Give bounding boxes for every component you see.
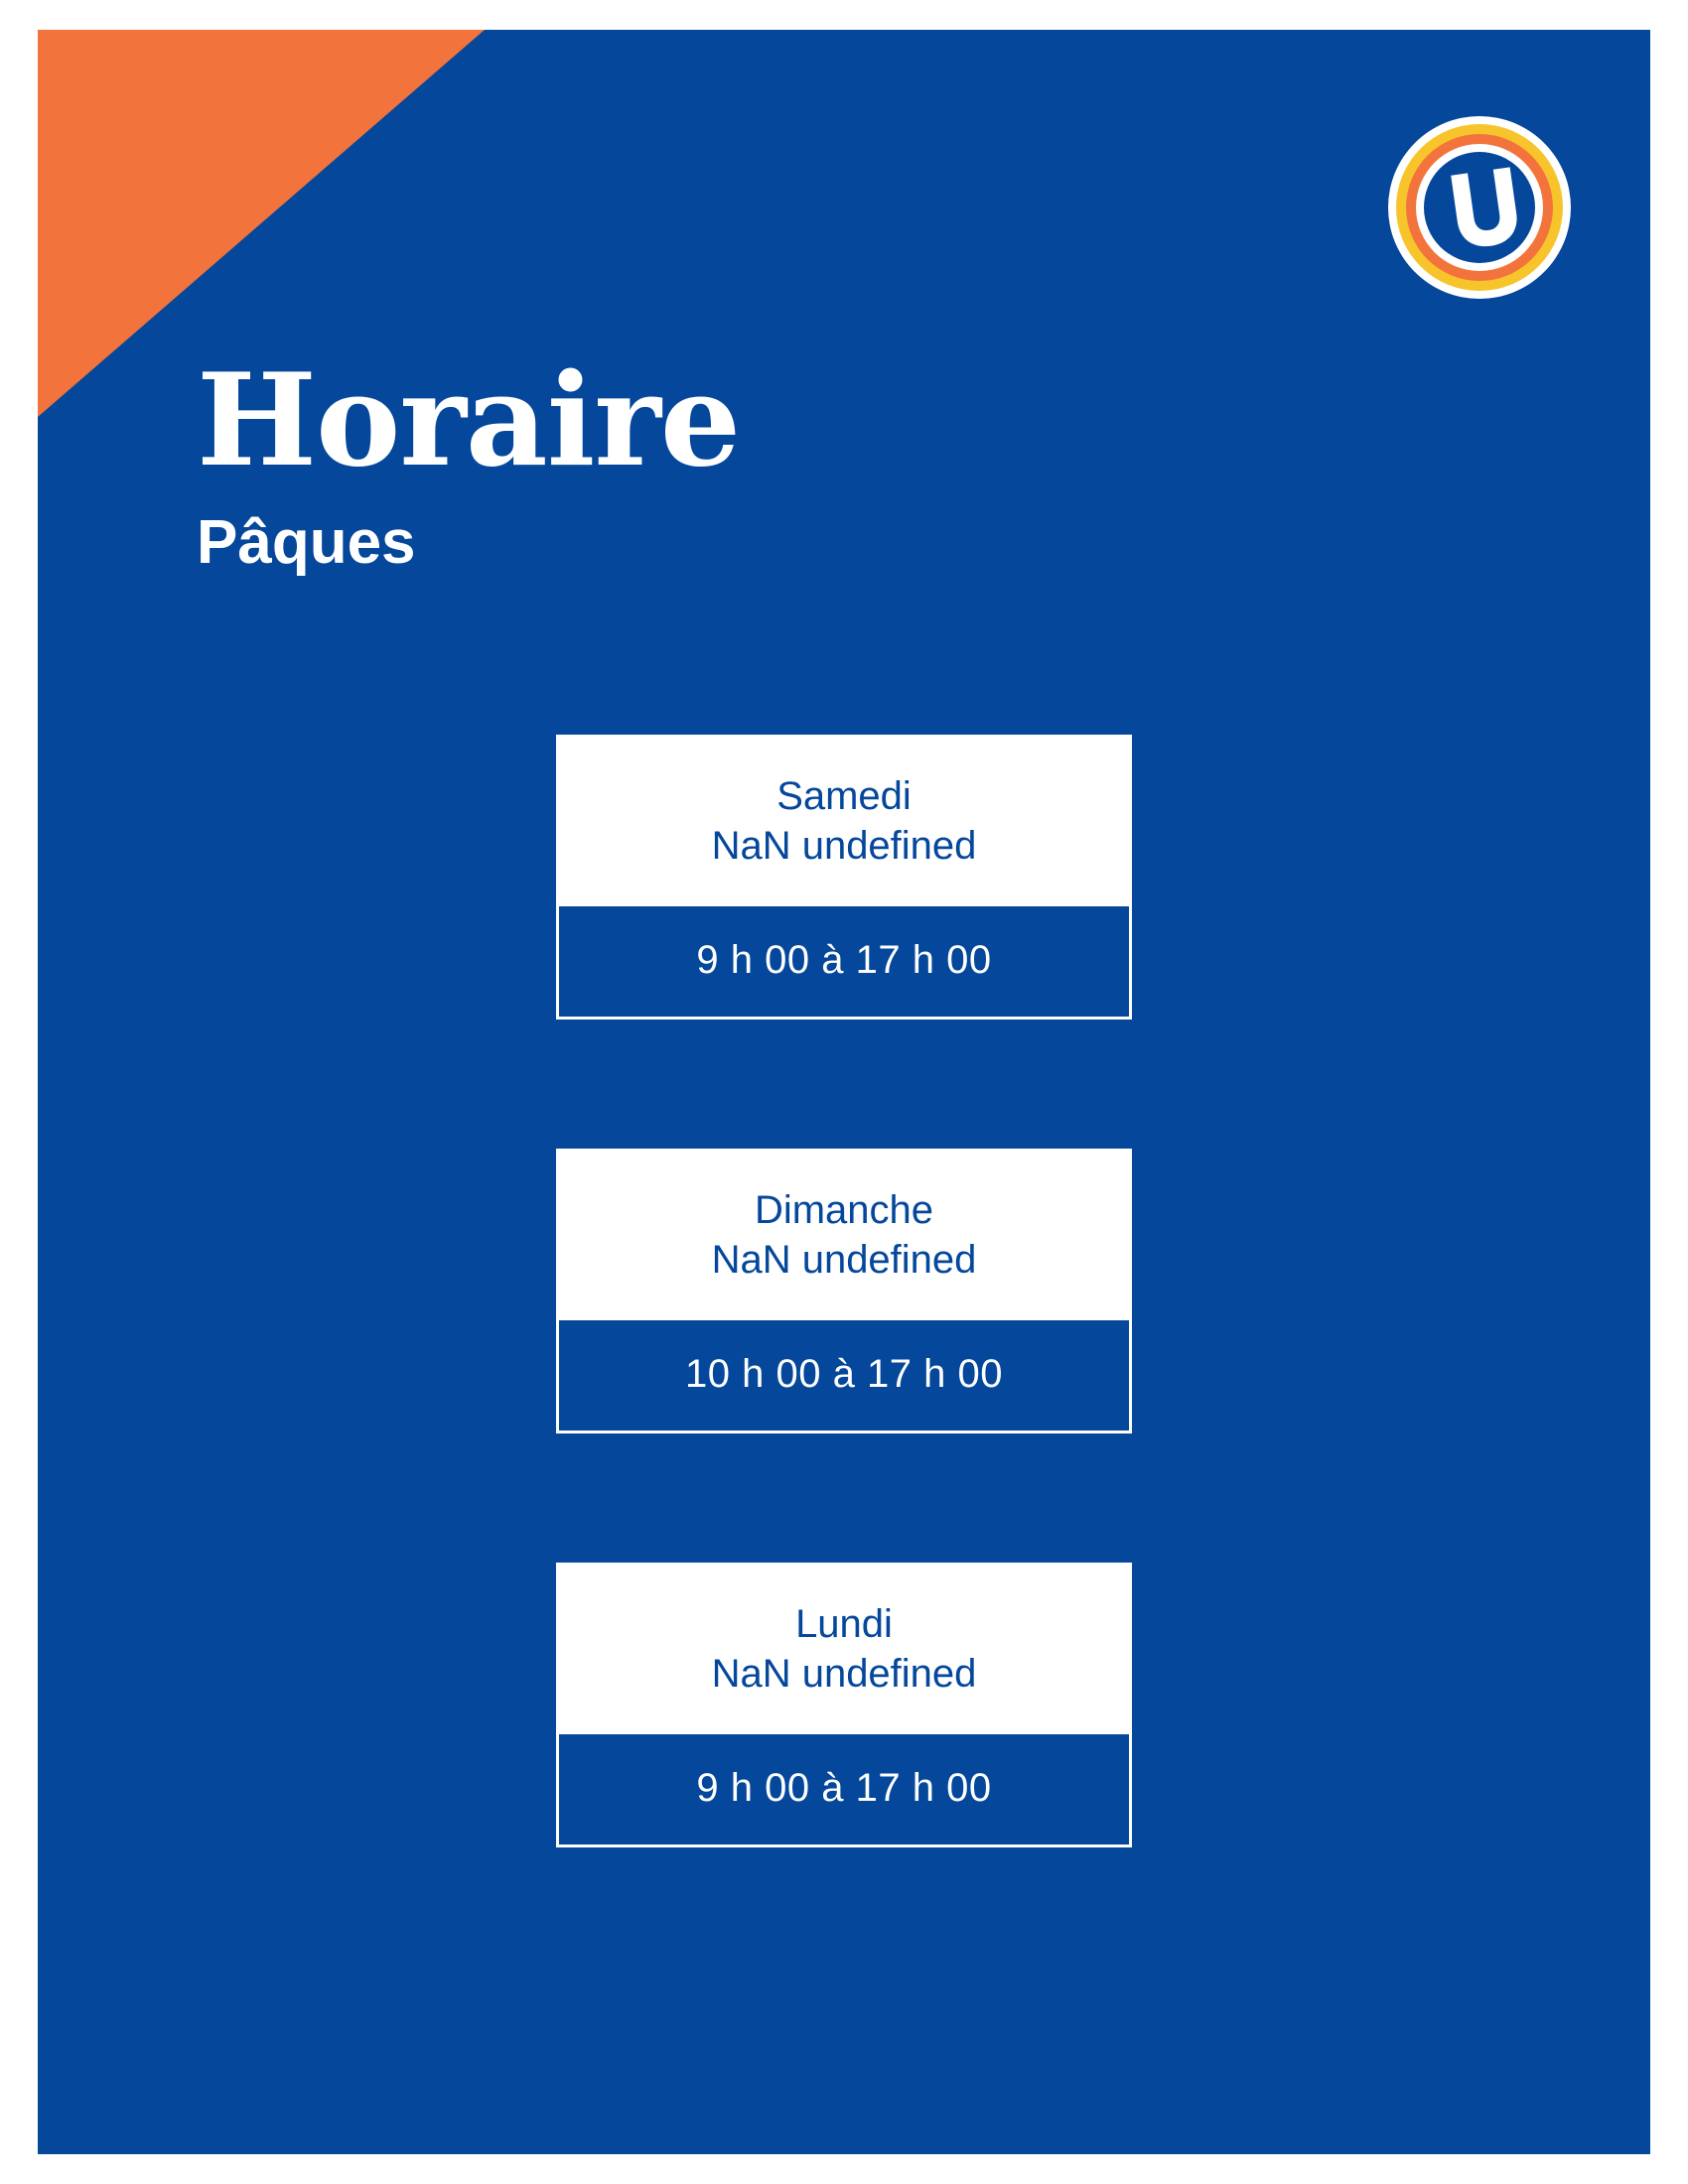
schedule-card-header [559,1566,1129,1734]
title-block [197,346,741,577]
schedule-hours-label: 9 h 00 à 17 h 00 [559,906,1129,1017]
schedule-card [556,1149,1132,1433]
schedule-date-label: NaN undefined [711,824,977,868]
poster [38,30,1650,2154]
schedule-date-label: NaN undefined [711,1238,977,1282]
schedule-day-label: Lundi [795,1602,893,1646]
schedule-card-header [559,738,1129,906]
schedule-day-label: Samedi [776,774,912,818]
schedule-card [556,1563,1132,1847]
schedule-list [38,735,1650,1847]
schedule-card-header [559,1152,1129,1320]
schedule-hours-label: 10 h 00 à 17 h 00 [559,1320,1129,1431]
schedule-day-label: Dimanche [754,1188,934,1232]
page-subtitle: Pâques [197,508,416,577]
page-title: Horaire [197,346,741,495]
schedule-date-label: NaN undefined [711,1652,977,1696]
schedule-card [556,735,1132,1020]
u-logo-icon [1386,114,1573,301]
schedule-hours-label: 9 h 00 à 17 h 00 [559,1734,1129,1844]
